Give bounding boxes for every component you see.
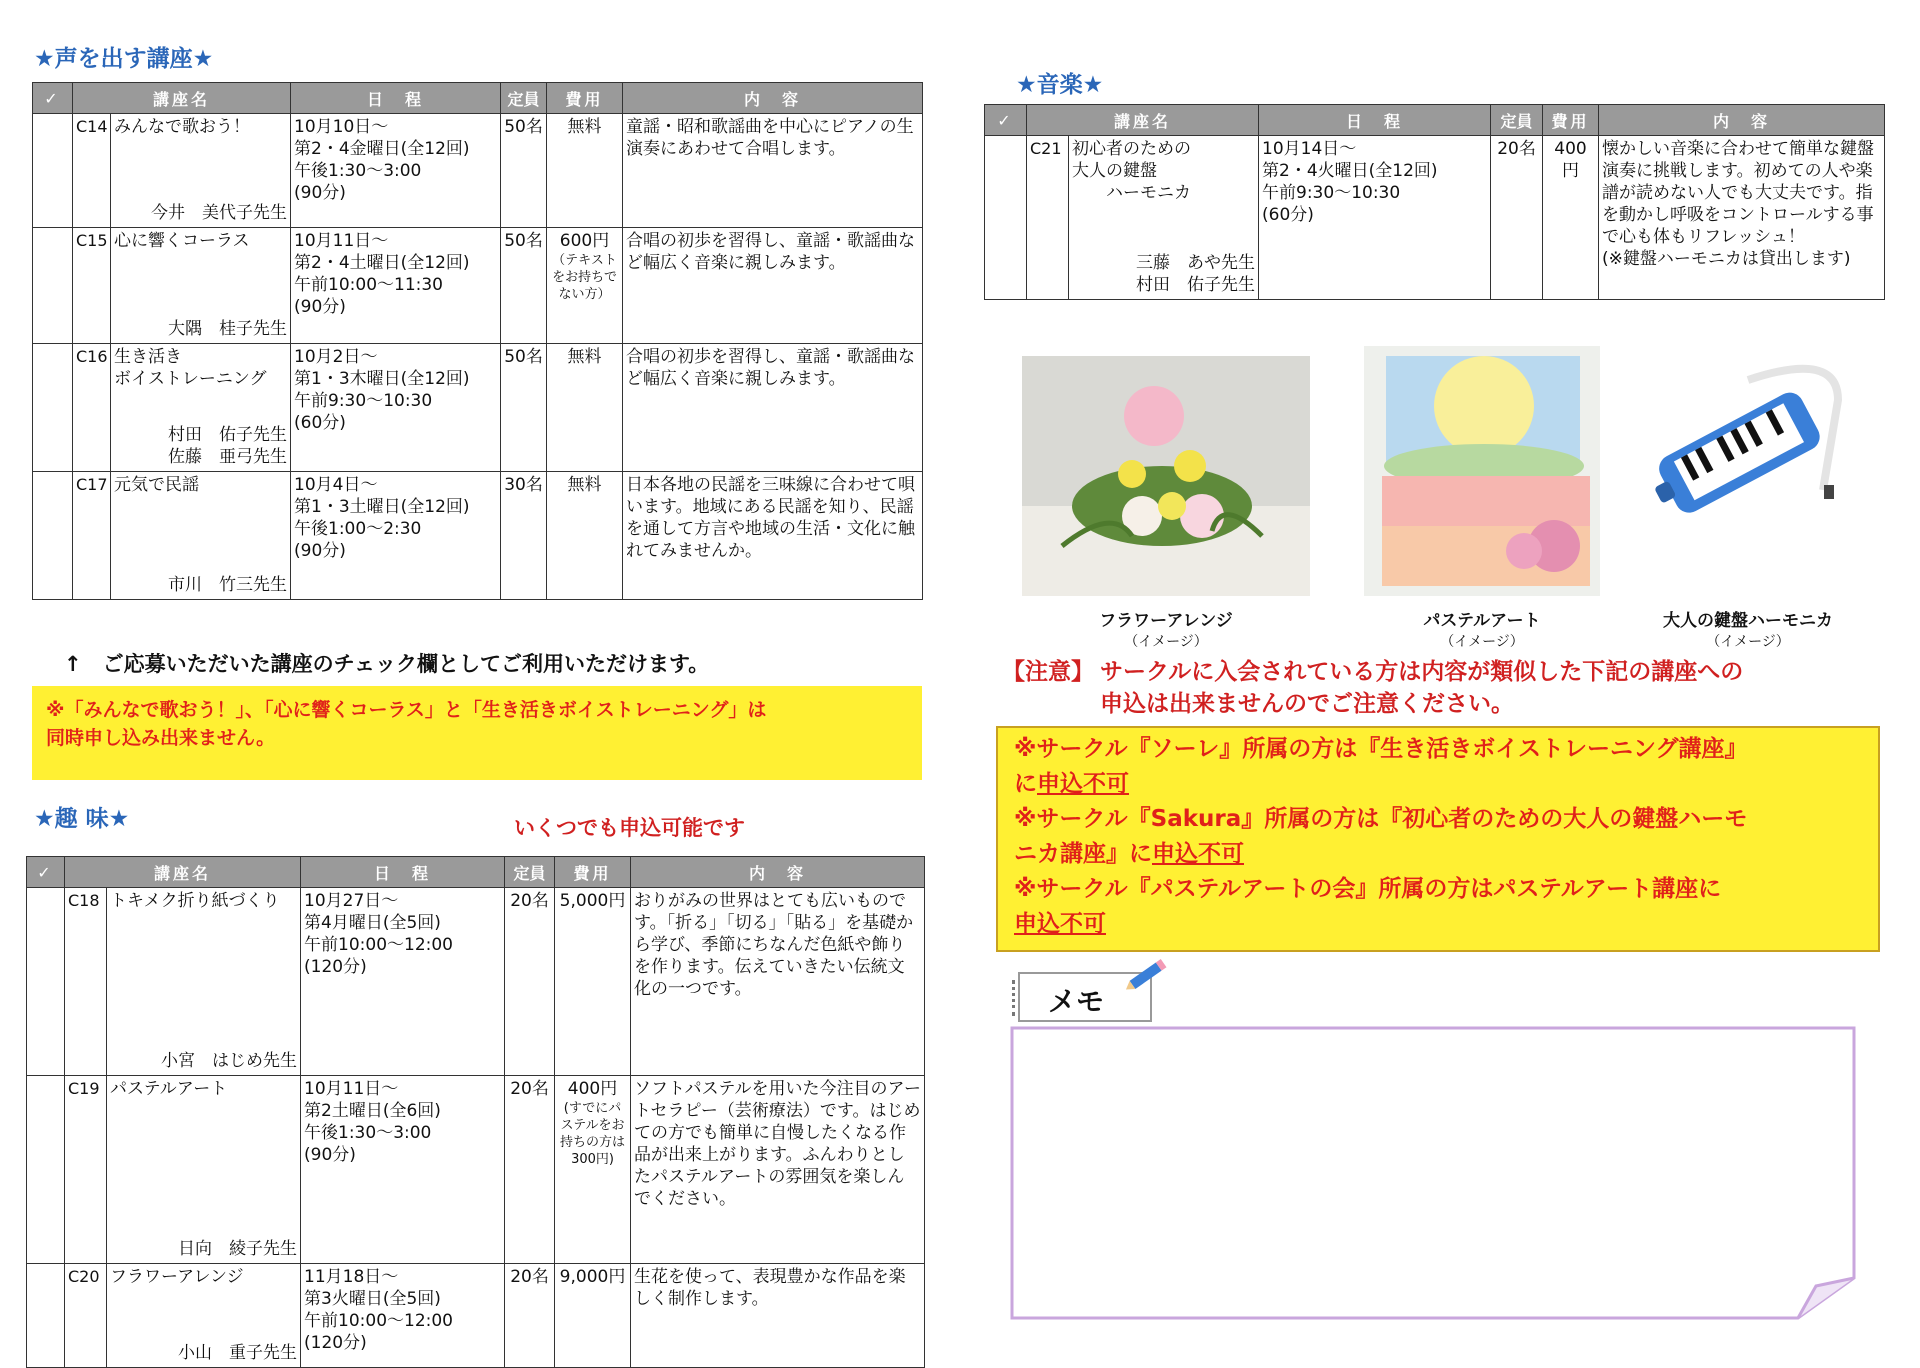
course-fee-cell <box>547 114 623 228</box>
course-name-cell <box>111 344 291 472</box>
course-schedule: 10月11日～ 第2・4土曜日(全12回) 午前10:00～11:30 (90分) <box>291 228 501 344</box>
course-teacher: 小山 重子先生 <box>178 1343 298 1363</box>
course-fee-cell <box>555 1264 631 1368</box>
circle-warning-ng: 申込不可 <box>1014 911 1106 937</box>
hobby-apply-note: いくつでも申込可能です <box>514 816 745 840</box>
check-cell[interactable] <box>27 888 65 1076</box>
check-cell[interactable] <box>33 114 73 228</box>
music-section-title: ★音楽★ <box>1016 72 1104 98</box>
memo-label-text: メモ <box>1048 985 1105 1018</box>
course-name: 心に響くコーラス <box>114 231 250 251</box>
voice-section-title: ★声を出す講座★ <box>34 46 214 72</box>
table-row <box>27 1264 925 1368</box>
table-row <box>985 136 1885 300</box>
course-teacher: 小宮 はじめ先生 <box>161 1051 298 1071</box>
circle-warning-ng: 申込不可 <box>1037 771 1129 797</box>
header-capacity: 定員 <box>501 83 547 114</box>
course-teacher: 村田 佑子先生 佐藤 亜弓先生 <box>168 425 288 467</box>
circle-warning-text: ※サークル『Sakura』所属の方は『初心者のための大人の鍵盤ハーモ <box>1014 806 1748 832</box>
circle-warning-2 <box>1014 802 1862 872</box>
course-schedule: 11月18日～ 第3火曜日(全5回) 午前10:00～12:00 (120分) <box>301 1264 505 1368</box>
table-header-row <box>33 83 923 114</box>
course-content: 日本各地の民謡を三味線に合わせて唄います。地域にある民謡を知り、民謡を通して方言や地域の生活・文化に触れてみませんか。 <box>623 472 923 600</box>
course-content: 生花を使って、表現豊かな作品を楽しく制作します。 <box>631 1264 925 1368</box>
table-row <box>33 344 923 472</box>
caution-text: サークルに入会されている方は内容が類似した下記の講座への 申込は出来ませんのでご注意ください。 <box>1100 659 1744 717</box>
course-teacher: 市川 竹三先生 <box>168 575 288 595</box>
caption-sub: （イメージ） <box>1440 634 1524 650</box>
caption-title: パステルアート <box>1423 611 1541 631</box>
header-schedule: 日 程 <box>301 857 505 888</box>
course-content: 合唱の初歩を習得し、童謡・歌謡曲など幅広く音楽に親しみます。 <box>623 344 923 472</box>
header-check: ✓ <box>985 105 1027 136</box>
header-fee: 費用 <box>547 83 623 114</box>
course-capacity: 20名 <box>505 1076 555 1264</box>
pastel-art-photo <box>1364 346 1600 596</box>
circle-warning-text: ※サークル『ソーレ』所属の方は『生き活きボイストレーニング講座』 <box>1014 736 1748 762</box>
caption-sub: （イメージ） <box>1124 634 1208 650</box>
course-teacher: 三藤 あや先生 村田 佑子先生 <box>1136 253 1256 295</box>
course-fee: 無料 <box>567 475 602 495</box>
table-header-row <box>985 105 1885 136</box>
circle-warning-tail: ニカ講座』に <box>1014 841 1152 867</box>
header-schedule: 日 程 <box>1259 105 1491 136</box>
course-capacity: 20名 <box>505 888 555 1076</box>
flower-arrange-photo <box>1022 356 1310 596</box>
header-fee: 費用 <box>555 857 631 888</box>
course-fee-cell <box>547 472 623 600</box>
course-code: C15 <box>73 228 111 344</box>
circle-warning-text: ※サークル『パステルアートの会』所属の方はパステルアート講座に <box>1014 876 1722 902</box>
course-fee: 400円 <box>1554 139 1587 181</box>
table-header-row <box>27 857 925 888</box>
circle-warning-1 <box>1014 732 1862 802</box>
course-code: C17 <box>73 472 111 600</box>
course-name-cell <box>107 888 301 1076</box>
circle-warning-ng: 申込不可 <box>1152 841 1244 867</box>
course-capacity: 20名 <box>1491 136 1543 300</box>
table-row <box>33 228 923 344</box>
course-fee-cell <box>555 888 631 1076</box>
memo-area[interactable] <box>1008 1024 1868 1324</box>
course-code: C19 <box>65 1076 107 1264</box>
course-name-cell <box>111 114 291 228</box>
header-content: 内 容 <box>1599 105 1885 136</box>
header-course-name: 講座名 <box>65 857 301 888</box>
course-name: パステルアート <box>110 1079 228 1099</box>
header-content: 内 容 <box>623 83 923 114</box>
course-capacity: 50名 <box>501 344 547 472</box>
course-schedule: 10月14日～ 第2・4火曜日(全12回) 午前9:30～10:30 (60分) <box>1259 136 1491 300</box>
caution-note <box>1002 656 1902 720</box>
course-code: C16 <box>73 344 111 472</box>
table-row <box>33 472 923 600</box>
header-capacity: 定員 <box>1491 105 1543 136</box>
course-capacity: 30名 <box>501 472 547 600</box>
course-name: 元気で民謡 <box>114 475 199 495</box>
course-fee-cell <box>547 344 623 472</box>
course-name: みんなで歌おう！ <box>114 117 250 137</box>
course-code: C18 <box>65 888 107 1076</box>
course-fee: 無料 <box>567 117 602 137</box>
course-content: ソフトパステルを用いた今注目のアートセラピー（芸術療法）です。はじめての方でも簡単に自慢したくなる作品が出来上がります。ふんわりとしたパステルアートの雰囲気を楽しんでください。 <box>631 1076 925 1264</box>
course-content: おりがみの世界はとても広いものです。「折る」「切る」「貼る」を基礎から学び、季節にちなんだ色紙や飾りを作ります。伝えていきたい伝統文化の一つです。 <box>631 888 925 1076</box>
voice-warning-text: ※「みんなで歌おう！」、「心に響くコーラス」と「生き活きボイストレーニング」は 同時申し込み出来ません。 <box>46 699 767 749</box>
course-code: C21 <box>1027 136 1069 300</box>
course-fee-note: （テキストをお持ちでない方） <box>552 253 617 302</box>
header-course-name: 講座名 <box>73 83 291 114</box>
circle-warning-box <box>996 726 1880 952</box>
course-code: C20 <box>65 1264 107 1368</box>
image-caption-harmonica <box>1628 606 1868 651</box>
caution-label: 【注意】 <box>1002 659 1094 685</box>
image-caption-pastel <box>1364 606 1600 651</box>
course-content: 懐かしい音楽に合わせて簡単な鍵盤演奏に挑戦します。初めての人や楽譜が読めない人でも大丈夫です。指を動かし呼吸をコントロールする事で心も体もリフレッシュ！ (※鍵盤ハーモニカは貸出します) <box>1599 136 1885 300</box>
check-cell[interactable] <box>27 1264 65 1368</box>
header-course-name: 講座名 <box>1027 105 1259 136</box>
image-caption-flower <box>1022 606 1310 651</box>
course-teacher: 日向 綾子先生 <box>178 1239 298 1259</box>
course-schedule: 10月27日～ 第4月曜日(全5回) 午前10:00～12:00 (120分) <box>301 888 505 1076</box>
pencil-icon <box>1122 956 1172 996</box>
check-cell[interactable] <box>33 344 73 472</box>
course-name-cell <box>1069 136 1259 300</box>
memo-rings <box>1012 980 1027 1016</box>
course-capacity: 20名 <box>505 1264 555 1368</box>
course-fee-cell <box>1543 136 1599 300</box>
course-content: 合唱の初歩を習得し、童謡・歌謡曲など幅広く音楽に親しみます。 <box>623 228 923 344</box>
course-fee: 600円 <box>559 231 610 251</box>
course-name-cell <box>111 472 291 600</box>
check-column-note: ↑ ご応募いただいた講座のチェック欄としてご利用いただけます。 <box>64 652 710 676</box>
course-name-cell <box>107 1076 301 1264</box>
course-name-cell <box>111 228 291 344</box>
course-name-cell <box>107 1264 301 1368</box>
course-name: 生き活き ボイストレーニング <box>114 347 267 389</box>
hobby-section-title: ★趣 味★ <box>34 806 130 832</box>
voice-course-table <box>32 82 923 600</box>
table-row <box>33 114 923 228</box>
circle-warning-tail: に <box>1014 771 1037 797</box>
course-fee: 5,000円 <box>559 891 626 911</box>
table-row <box>27 1076 925 1264</box>
keyboard-harmonica-illustration <box>1648 360 1848 520</box>
circle-warning-3 <box>1014 872 1862 942</box>
course-fee-cell <box>555 1076 631 1264</box>
check-cell[interactable] <box>33 472 73 600</box>
course-name: 初心者のための 大人の鍵盤 ハーモニカ <box>1072 139 1191 203</box>
course-capacity: 50名 <box>501 228 547 344</box>
course-fee-note: (すでにパステルをお持ちの方は300円) <box>560 1101 626 1167</box>
course-capacity: 50名 <box>501 114 547 228</box>
check-cell[interactable] <box>33 228 73 344</box>
course-fee: 9,000円 <box>559 1267 626 1287</box>
course-name: トキメク折り紙づくり <box>110 891 280 911</box>
header-fee: 費用 <box>1543 105 1599 136</box>
course-schedule: 10月4日～ 第1・3土曜日(全12回) 午後1:00～2:30 (90分) <box>291 472 501 600</box>
header-check: ✓ <box>27 857 65 888</box>
course-code: C14 <box>73 114 111 228</box>
caption-sub: （イメージ） <box>1706 634 1790 650</box>
header-check: ✓ <box>33 83 73 114</box>
music-course-table <box>984 104 1885 300</box>
table-row <box>27 888 925 1076</box>
hobby-course-table <box>26 856 925 1368</box>
check-cell[interactable] <box>985 136 1027 300</box>
course-teacher: 今井 美代子先生 <box>151 203 288 223</box>
header-schedule: 日 程 <box>291 83 501 114</box>
course-teacher: 大隅 桂子先生 <box>168 319 288 339</box>
course-schedule: 10月11日～ 第2土曜日(全6回) 午後1:30～3:00 (90分) <box>301 1076 505 1264</box>
course-content: 童謡・昭和歌謡曲を中心にピアノの生演奏にあわせて合唱します。 <box>623 114 923 228</box>
caption-title: 大人の鍵盤ハーモニカ <box>1663 611 1833 631</box>
course-schedule: 10月10日～ 第2・4金曜日(全12回) 午後1:30～3:00 (90分) <box>291 114 501 228</box>
caption-title: フラワーアレンジ <box>1099 611 1233 631</box>
course-schedule: 10月2日～ 第1・3木曜日(全12回) 午前9:30～10:30 (60分) <box>291 344 501 472</box>
course-fee-cell <box>547 228 623 344</box>
check-cell[interactable] <box>27 1076 65 1264</box>
header-content: 内 容 <box>631 857 925 888</box>
course-fee: 無料 <box>567 347 602 367</box>
course-fee: 400円 <box>567 1079 618 1099</box>
header-capacity: 定員 <box>505 857 555 888</box>
voice-warning-box <box>32 686 922 780</box>
course-name: フラワーアレンジ <box>110 1267 244 1287</box>
